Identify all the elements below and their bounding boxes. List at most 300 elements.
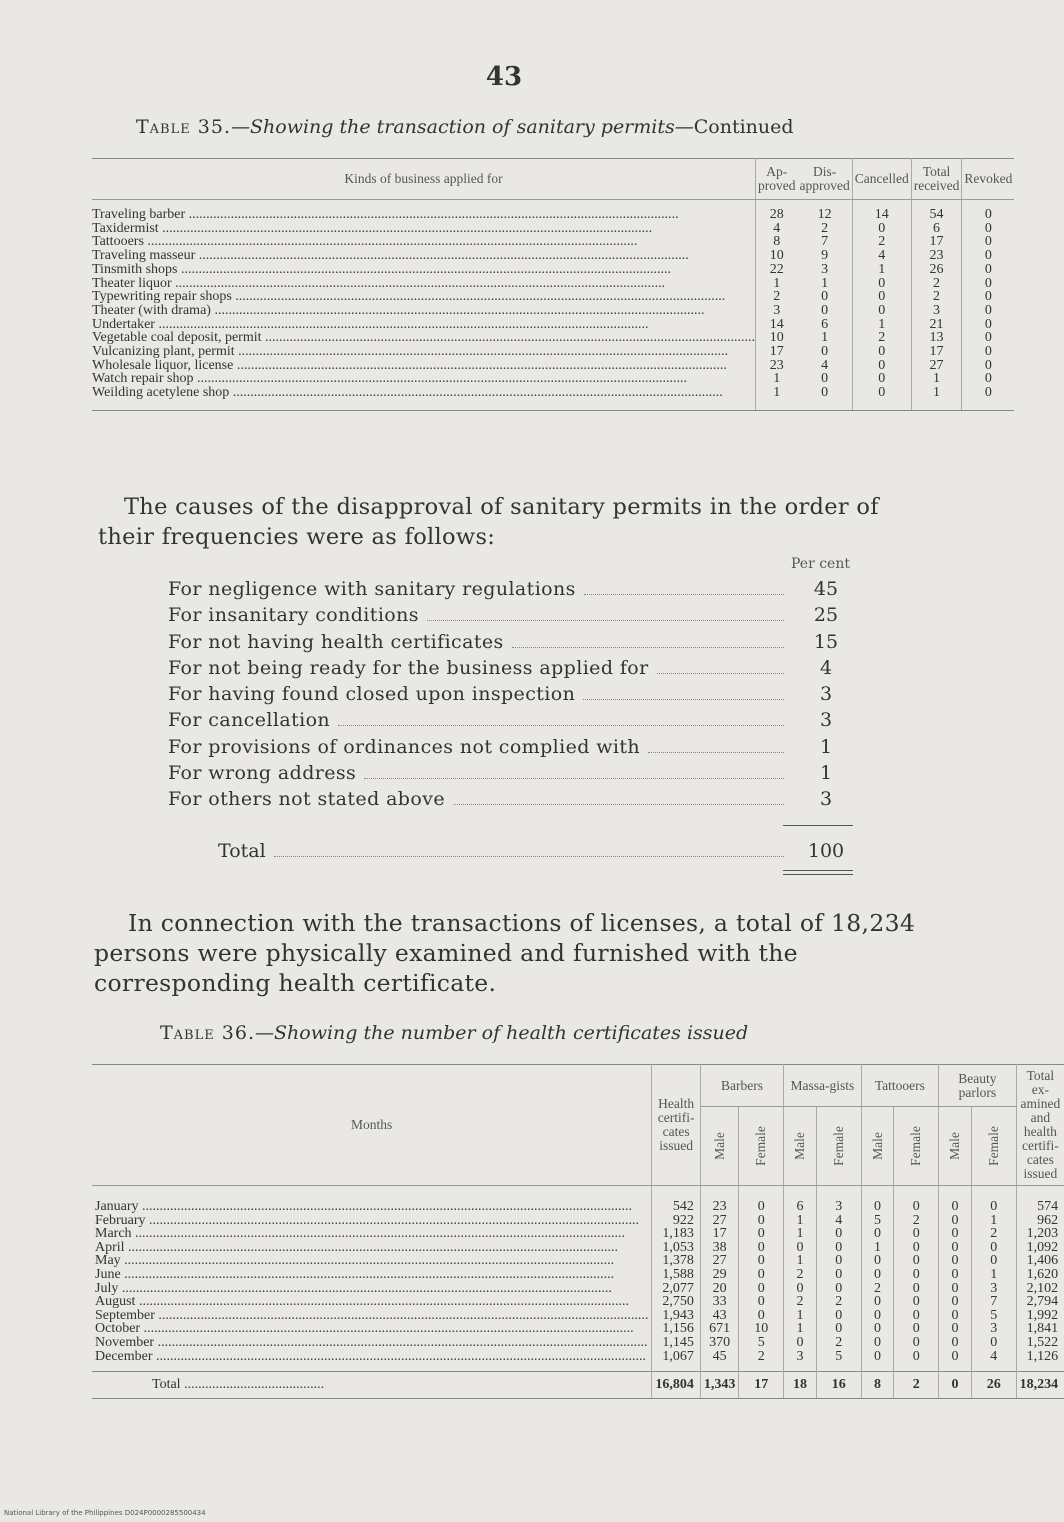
approved-cell: 17 — [769, 344, 784, 360]
cause-label: For others not stated above — [168, 788, 445, 811]
header-health-certificates: Health certifi-cates issued — [652, 1065, 701, 1186]
month-name: January ............................................................................................................................................ — [92, 1186, 652, 1214]
leader-dots — [657, 673, 784, 674]
tf-cell: 0 — [894, 1282, 939, 1296]
mf-cell: 0 — [816, 1254, 861, 1268]
cancelled-cell: 14 — [852, 200, 911, 222]
cause-item — [168, 788, 858, 814]
month-name: February ............................................................................................................................................ — [92, 1214, 652, 1228]
mf-cell: 0 — [816, 1268, 861, 1282]
pm-cell: 0 — [939, 1227, 972, 1241]
bm-cell: 29 — [700, 1268, 739, 1282]
mm-cell: 1 — [784, 1254, 817, 1268]
footer-note: National Library of the Philippines D024P0000285500434 — [4, 1509, 206, 1517]
month-name: May ............................................................................................................................................ — [92, 1254, 652, 1268]
cause-label: For provisions of ordinances not complied with — [168, 735, 641, 758]
table-row — [92, 249, 1014, 263]
mm-cell: 0 — [784, 1282, 817, 1296]
disapproved-cell: 0 — [797, 290, 852, 304]
mf-cell: 4 — [816, 1214, 861, 1228]
total-cell: 1,841 — [1026, 1321, 1059, 1337]
table-row — [92, 331, 1014, 345]
header-revoked: Revoked — [962, 159, 1015, 200]
revoked-cell: 0 — [984, 248, 992, 264]
bf-cell: 0 — [739, 1214, 784, 1228]
approved-cell: 22 — [769, 261, 784, 277]
disapproved-cell: 0 — [797, 372, 852, 386]
health-cell: 542 — [652, 1186, 701, 1214]
mf-cell: 3 — [816, 1186, 861, 1214]
approved-cell: 1 — [773, 275, 781, 291]
cause-item — [168, 578, 858, 604]
bf-cell: 0 — [739, 1282, 784, 1296]
table-row — [92, 222, 1014, 236]
table-row — [92, 1350, 1064, 1372]
tm-cell: 0 — [861, 1186, 894, 1214]
bm-cell: 43 — [700, 1309, 739, 1323]
leader-dots — [338, 725, 784, 726]
causes-total-value: 100 — [807, 839, 845, 862]
bf-cell: 0 — [739, 1295, 784, 1309]
header-barbers-female — [739, 1107, 784, 1186]
mf-cell: 0 — [816, 1322, 861, 1336]
cancelled-cell: 0 — [852, 304, 911, 318]
table36-caption-text: —Showing the number of health certificates issued — [255, 1022, 749, 1044]
business-kind: Taxidermist ............................................................................................................................................ — [92, 222, 756, 236]
leader-dots — [512, 647, 784, 648]
disapproved-cell: 1 — [797, 277, 852, 291]
total-barbers-male: 1,343 — [700, 1372, 739, 1399]
health-cell: 1,588 — [652, 1268, 701, 1282]
male-label: Male — [869, 1132, 885, 1160]
page-number: 43 — [485, 62, 523, 92]
cause-percent: 25 — [813, 604, 839, 627]
mf-cell: 5 — [816, 1350, 861, 1372]
table-row — [92, 1186, 1064, 1214]
tf-cell: 0 — [894, 1268, 939, 1282]
tf-cell: 0 — [894, 1186, 939, 1214]
disapproved-cell: 0 — [797, 386, 852, 410]
total-cell: 3 — [911, 304, 962, 318]
causes-total-row — [168, 840, 858, 862]
mf-cell: 0 — [816, 1241, 861, 1255]
mf-cell: 0 — [816, 1309, 861, 1323]
header-cancelled: Cancelled — [852, 159, 911, 200]
mf-cell: 0 — [816, 1227, 861, 1241]
revoked-cell: 0 — [984, 344, 992, 360]
table-row — [92, 1214, 1064, 1228]
bm-cell: 27 — [700, 1254, 739, 1268]
tm-cell: 0 — [861, 1268, 894, 1282]
cause-label: For wrong address — [168, 762, 357, 785]
total-beauty-female: 26 — [971, 1372, 1016, 1399]
tm-cell: 0 — [861, 1350, 894, 1372]
cancelled-cell: 2 — [852, 235, 911, 249]
header-total-received: Total received — [911, 159, 962, 200]
cancelled-cell: 0 — [852, 345, 911, 359]
tf-cell: 0 — [894, 1227, 939, 1241]
total-health: 16,804 — [652, 1372, 701, 1399]
pm-cell: 0 — [939, 1214, 972, 1228]
mm-cell: 1 — [784, 1322, 817, 1336]
table-row — [92, 1268, 1064, 1282]
male-label: Male — [792, 1132, 807, 1160]
mm-cell: 1 — [784, 1227, 817, 1241]
table-row — [92, 1227, 1064, 1241]
header-tattooers: Tattooers — [861, 1065, 939, 1107]
bm-cell: 33 — [700, 1295, 739, 1309]
approved-cell: 1 — [773, 371, 781, 387]
disapproval-causes-list — [168, 556, 858, 875]
bm-cell: 20 — [700, 1282, 739, 1296]
cause-item — [168, 736, 858, 762]
tm-cell: 0 — [861, 1309, 894, 1323]
approved-cell: 10 — [769, 248, 784, 264]
total-cell: 54 — [911, 200, 962, 222]
total-cell: 17 — [911, 345, 962, 359]
header-beauty-female — [971, 1107, 1016, 1186]
table35-caption — [136, 116, 794, 138]
total-tattooers-male: 8 — [861, 1372, 894, 1399]
mm-cell: 2 — [784, 1295, 817, 1309]
table-row — [92, 1309, 1064, 1323]
total-cell: 2,102 — [1026, 1280, 1059, 1296]
cause-item — [168, 683, 858, 709]
cancelled-cell: 0 — [852, 359, 911, 373]
leader-dots — [584, 594, 784, 595]
header-tattooers-male — [861, 1107, 894, 1186]
mf-cell: 2 — [816, 1295, 861, 1309]
header-massagists: Massa-gists — [784, 1065, 862, 1107]
pm-cell: 0 — [939, 1254, 972, 1268]
leader-dots — [453, 804, 784, 805]
cancelled-cell: 0 — [852, 386, 911, 410]
pf-cell: 0 — [971, 1186, 1016, 1214]
approved-cell: 23 — [769, 357, 784, 373]
mm-cell: 6 — [784, 1186, 817, 1214]
cause-percent: 15 — [813, 630, 839, 653]
pf-cell: 0 — [971, 1254, 1016, 1268]
revoked-cell: 0 — [984, 261, 992, 277]
disapproved-cell: 3 — [797, 263, 852, 277]
total-cell: 1,522 — [1026, 1334, 1059, 1350]
mf-cell: 2 — [816, 1336, 861, 1350]
mf-cell: 0 — [816, 1282, 861, 1296]
table-row — [92, 235, 1014, 249]
bm-cell: 45 — [700, 1350, 739, 1372]
table36-caption-label: Table 36. — [160, 1022, 255, 1044]
health-cell: 1,378 — [652, 1254, 701, 1268]
header-disapproved: Dis-approved — [797, 159, 852, 200]
total-cell: 1 — [911, 386, 962, 410]
causes-items — [168, 578, 858, 815]
bm-cell: 27 — [700, 1214, 739, 1228]
header-approved: Ap-proved — [756, 159, 798, 200]
total-cell: 17 — [911, 235, 962, 249]
bm-cell: 17 — [700, 1227, 739, 1241]
female-label: Female — [908, 1126, 924, 1166]
cause-label: For negligence with sanitary regulations — [168, 578, 576, 600]
leader-dots — [427, 620, 784, 621]
revoked-cell: 0 — [984, 316, 992, 332]
revoked-cell: 0 — [984, 371, 992, 387]
leader-dots — [648, 752, 784, 753]
business-kind: Traveling masseur ............................................................................................................................................ — [92, 249, 756, 263]
header-massagists-female — [816, 1107, 861, 1186]
business-kind: Wholesale liquor, license ............................................................................................................................................ — [92, 359, 756, 373]
business-kind: Tattooers ............................................................................................................................................ — [92, 235, 756, 249]
cancelled-cell: 0 — [852, 372, 911, 386]
table-row — [92, 1322, 1064, 1336]
bm-cell: 370 — [700, 1336, 739, 1350]
health-cell: 2,750 — [652, 1295, 701, 1309]
disapproved-cell: 6 — [797, 318, 852, 332]
business-kind: Traveling barber ............................................................................................................................................ — [92, 200, 756, 222]
table-row — [92, 372, 1014, 386]
pm-cell: 0 — [939, 1322, 972, 1336]
bf-cell: 2 — [739, 1350, 784, 1372]
tf-cell: 0 — [894, 1336, 939, 1350]
disapproved-cell: 0 — [797, 304, 852, 318]
cause-label: For insanitary conditions — [168, 604, 419, 627]
table-row — [92, 1336, 1064, 1350]
table-row — [92, 200, 1014, 222]
total-cell: 1,992 — [1026, 1307, 1059, 1323]
total-cell: 962 — [1037, 1212, 1059, 1228]
pm-cell: 0 — [939, 1282, 972, 1296]
health-cell: 1,183 — [652, 1227, 701, 1241]
total-cell: 1,620 — [1026, 1266, 1059, 1282]
total-cell: 1,203 — [1026, 1226, 1059, 1242]
health-cell: 2,077 — [652, 1282, 701, 1296]
header-kind: Kinds of business applied for — [92, 159, 756, 200]
total-tattooers-female: 2 — [894, 1372, 939, 1399]
female-label: Female — [985, 1126, 1001, 1166]
cause-percent: 4 — [819, 656, 833, 679]
table-row — [92, 1254, 1064, 1268]
pf-cell: 5 — [971, 1309, 1016, 1323]
table35-caption-label: Table 35. — [136, 116, 231, 138]
business-kind: Undertaker ............................................................................................................................................ — [92, 318, 756, 332]
tf-cell: 0 — [894, 1350, 939, 1372]
cancelled-cell: 0 — [852, 277, 911, 291]
cause-label: For cancellation — [168, 709, 331, 732]
table36-total-row — [92, 1372, 1064, 1399]
business-kind: Vegetable coal deposit, permit ............................................................................................................................................ — [92, 330, 755, 346]
pf-cell: 3 — [971, 1322, 1016, 1336]
pm-cell: 0 — [939, 1295, 972, 1309]
revoked-cell: 0 — [984, 302, 992, 318]
total-cell: 13 — [911, 331, 962, 345]
disapproved-cell: 4 — [797, 359, 852, 373]
header-months: Months — [92, 1065, 652, 1186]
total-cell: 1,092 — [1026, 1239, 1059, 1255]
table-row — [92, 1282, 1064, 1296]
table-row — [92, 277, 1014, 291]
cause-percent: 45 — [813, 578, 839, 600]
approved-cell: 3 — [773, 302, 781, 318]
tm-cell: 1 — [861, 1241, 894, 1255]
bf-cell: 10 — [739, 1322, 784, 1336]
total-cell: 2 — [911, 290, 962, 304]
tf-cell: 0 — [894, 1241, 939, 1255]
approved-cell: 1 — [756, 386, 798, 410]
table-row — [92, 345, 1014, 359]
total-cell: 27 — [911, 359, 962, 373]
cause-item — [168, 657, 858, 683]
tf-cell: 0 — [894, 1309, 939, 1323]
total-cell: 1,126 — [1026, 1348, 1059, 1364]
causes-total-label: Total — [218, 839, 266, 862]
business-kind: Weilding acetylene shop ............................................................................................................................................ — [92, 386, 756, 410]
pf-cell: 4 — [971, 1350, 1016, 1372]
month-name: June ............................................................................................................................................ — [92, 1268, 652, 1282]
sanitary-permits-table — [92, 158, 1014, 411]
pf-cell: 1 — [971, 1268, 1016, 1282]
cause-percent: 1 — [819, 762, 833, 785]
pf-cell: 1 — [971, 1214, 1016, 1228]
revoked-cell: 0 — [984, 330, 992, 346]
month-name: December ............................................................................................................................................ — [92, 1350, 652, 1372]
table-row — [92, 304, 1014, 318]
tm-cell: 0 — [861, 1254, 894, 1268]
month-name: July ............................................................................................................................................ — [92, 1282, 652, 1296]
approved-cell: 14 — [769, 316, 784, 332]
pf-cell: 2 — [971, 1227, 1016, 1241]
tm-cell: 5 — [861, 1214, 894, 1228]
total-cell: 1,406 — [1026, 1253, 1059, 1269]
female-label: Female — [753, 1126, 769, 1166]
table-row — [92, 290, 1014, 304]
tm-cell: 2 — [861, 1282, 894, 1296]
bm-cell: 671 — [700, 1322, 739, 1336]
disapproved-cell: 1 — [797, 331, 852, 345]
total-massagists-male: 18 — [784, 1372, 817, 1399]
total-cell: 21 — [911, 318, 962, 332]
male-label: Male — [947, 1132, 962, 1160]
total-cell: 6 — [911, 222, 962, 236]
month-name: October ............................................................................................................................................ — [92, 1322, 652, 1336]
pm-cell: 0 — [939, 1268, 972, 1282]
pm-cell: 0 — [939, 1241, 972, 1255]
tf-cell: 2 — [894, 1214, 939, 1228]
pf-cell: 7 — [971, 1295, 1016, 1309]
header-barbers-male — [700, 1107, 739, 1186]
disapproved-cell: 7 — [797, 235, 852, 249]
percent-header: Per cent — [791, 556, 850, 572]
pf-cell: 0 — [971, 1336, 1016, 1350]
month-name: September ............................................................................................................................................ — [92, 1309, 652, 1323]
revoked-cell: 0 — [962, 386, 1015, 410]
mm-cell: 0 — [784, 1336, 817, 1350]
table-row — [92, 1295, 1064, 1309]
disapproved-cell: 9 — [797, 249, 852, 263]
leader-dots — [274, 856, 784, 857]
pf-cell: 0 — [971, 1241, 1016, 1255]
health-cell: 1,145 — [652, 1336, 701, 1350]
bf-cell: 0 — [739, 1241, 784, 1255]
month-name: August ............................................................................................................................................ — [92, 1295, 652, 1309]
pm-cell: 0 — [939, 1336, 972, 1350]
business-kind: Theater (with drama) ............................................................................................................................................ — [92, 304, 756, 318]
mm-cell: 2 — [784, 1268, 817, 1282]
health-cell: 1,053 — [652, 1241, 701, 1255]
total-barbers-female: 17 — [739, 1372, 784, 1399]
business-kind: Theater liquor ............................................................................................................................................ — [92, 277, 756, 291]
cause-item — [168, 631, 858, 657]
cause-percent: 1 — [819, 735, 833, 758]
cause-item — [168, 604, 858, 630]
tf-cell: 0 — [894, 1254, 939, 1268]
health-cell: 922 — [652, 1214, 701, 1228]
table-row — [92, 359, 1014, 373]
leader-dots — [364, 778, 784, 779]
health-cell: 1,943 — [652, 1309, 701, 1323]
bf-cell: 0 — [739, 1227, 784, 1241]
table-row — [92, 1241, 1064, 1255]
bf-cell: 0 — [739, 1254, 784, 1268]
mm-cell: 1 — [784, 1214, 817, 1228]
total-cell: 23 — [911, 249, 962, 263]
male-label: Male — [711, 1132, 727, 1160]
cause-percent: 3 — [819, 683, 833, 706]
revoked-cell: 0 — [984, 289, 992, 305]
health-certificates-table — [92, 1064, 1064, 1399]
revoked-cell: 0 — [984, 207, 992, 222]
revoked-cell: 0 — [984, 357, 992, 373]
business-kind: Watch repair shop ............................................................................................................................................ — [92, 372, 756, 386]
cause-label: For having found closed upon inspection — [168, 683, 576, 706]
mm-cell: 0 — [784, 1241, 817, 1255]
month-name: April ............................................................................................................................................ — [92, 1241, 652, 1255]
header-tattooers-female — [894, 1107, 939, 1186]
health-cell: 1,067 — [652, 1350, 701, 1372]
cancelled-cell: 1 — [852, 318, 911, 332]
total-cell: 574 — [1037, 1199, 1059, 1214]
cause-item — [168, 709, 858, 735]
pm-cell: 0 — [939, 1350, 972, 1372]
sanitary-permits-table-body — [92, 200, 1014, 411]
business-kind: Typewriting repair shops ............................................................................................................................................ — [92, 290, 756, 304]
causes-intro: The causes of the disapproval of sanitary permits in the order of their frequencies were as follows: — [98, 494, 879, 550]
table36-caption — [160, 1022, 748, 1044]
table-row — [92, 263, 1014, 277]
bm-cell: 23 — [700, 1186, 739, 1214]
cause-percent: 3 — [819, 788, 833, 811]
revoked-cell: 0 — [984, 275, 992, 291]
pf-cell: 3 — [971, 1282, 1016, 1296]
table35-caption-text: —Showing the transaction of sanitary permits— — [231, 116, 694, 138]
cancelled-cell: 0 — [852, 222, 911, 236]
total-label: Total ........................................ — [92, 1372, 652, 1399]
female-label: Female — [830, 1126, 846, 1166]
table-row — [92, 318, 1014, 332]
licenses-paragraph: In connection with the transactions of licenses, a total of 18,234 persons were physically examined and furnished with the corresponding health certificate. — [94, 909, 916, 997]
total-examined: 18,234 — [1016, 1372, 1064, 1399]
total-cell: 2,794 — [1026, 1294, 1059, 1310]
tm-cell: 0 — [861, 1227, 894, 1241]
sum-rule — [783, 825, 853, 826]
month-name: March ............................................................................................................................................ — [92, 1227, 652, 1241]
disapproved-cell: 2 — [797, 222, 852, 236]
approved-cell: 2 — [773, 289, 781, 305]
bf-cell: 5 — [739, 1336, 784, 1350]
approved-cell: 28 — [769, 207, 784, 222]
total-beauty-male: 0 — [939, 1372, 972, 1399]
approved-cell: 8 — [773, 234, 781, 250]
mm-cell: 3 — [784, 1350, 817, 1372]
approved-cell: 10 — [769, 330, 784, 346]
